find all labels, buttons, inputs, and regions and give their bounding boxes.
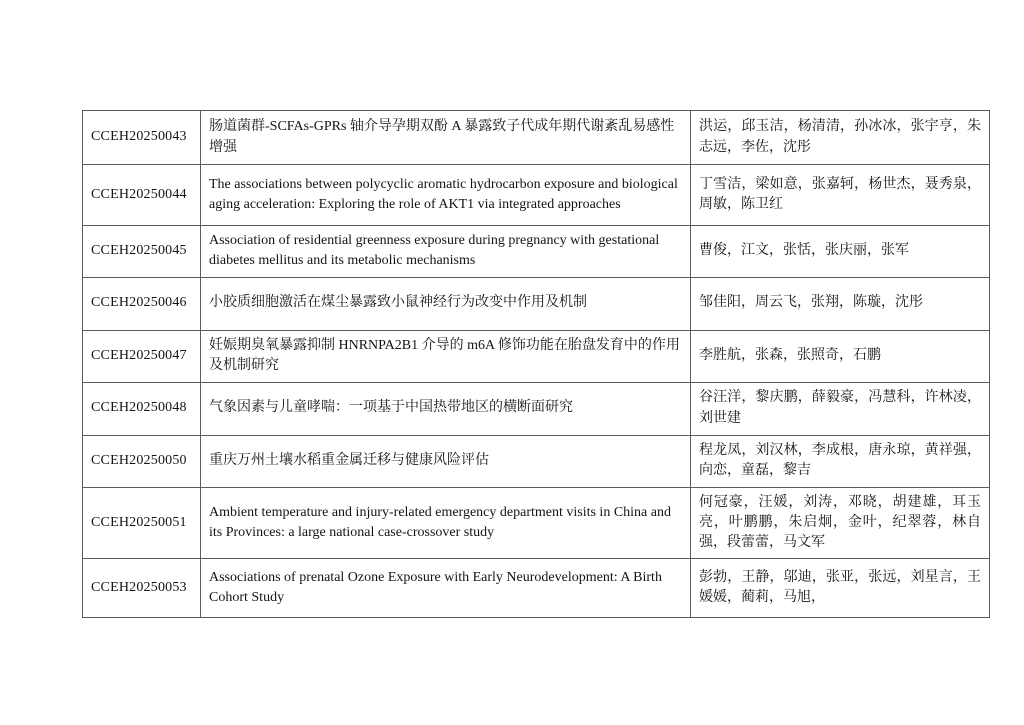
paper-title: 妊娠期臭氧暴露抑制 HNRNPA2B1 介导的 m6A 修饰功能在胎盘发育中的作用及机制研究	[201, 330, 691, 382]
paper-title: Association of residential greenness exposure during pregnancy with gestational diabetes mellitus and its metabolic mechanisms	[201, 226, 691, 278]
paper-title: The associations between polycyclic aromatic hydrocarbon exposure and biological aging acceleration: Exploring the role of AKT1 via integrated approaches	[201, 165, 691, 226]
paper-id: CCEH20250043	[83, 111, 201, 165]
paper-title: 肠道菌群-SCFAs-GPRs 轴介导孕期双酚 A 暴露致子代成年期代谢紊乱易感性增强	[201, 111, 691, 165]
paper-id: CCEH20250051	[83, 487, 201, 559]
paper-title: 小胶质细胞激活在煤尘暴露致小鼠神经行为改变中作用及机制	[201, 277, 691, 330]
table-row	[83, 382, 990, 435]
paper-authors: 邹佳阳，周云飞，张翔，陈璇，沈彤	[691, 277, 990, 330]
paper-id: CCEH20250053	[83, 559, 201, 618]
table-row	[83, 330, 990, 382]
paper-id: CCEH20250047	[83, 330, 201, 382]
paper-authors: 曹俊，江文，张恬，张庆丽，张军	[691, 226, 990, 278]
paper-id: CCEH20250045	[83, 226, 201, 278]
paper-authors: 谷汪洋，黎庆鹏，薛毅豪，冯慧科，许林凌，刘世建	[691, 382, 990, 435]
paper-title: 气象因素与儿童哮喘：一项基于中国热带地区的横断面研究	[201, 382, 691, 435]
table-row	[83, 487, 990, 559]
paper-authors: 彭勃，王静，邬迪，张亚，张远，刘星言，王媛媛，蔺莉，马旭，	[691, 559, 990, 618]
paper-authors: 程龙凤，刘汉林，李成根，唐永琼，黄祥强，向恋，童磊，黎吉	[691, 435, 990, 487]
paper-id: CCEH20250044	[83, 165, 201, 226]
paper-title: Associations of prenatal Ozone Exposure with Early Neurodevelopment: A Birth Cohort Study	[201, 559, 691, 618]
paper-id: CCEH20250046	[83, 277, 201, 330]
table-row	[83, 435, 990, 487]
paper-id: CCEH20250050	[83, 435, 201, 487]
paper-authors: 李胜航，张森，张照奇，石鹏	[691, 330, 990, 382]
table-row	[83, 111, 990, 165]
paper-title: 重庆万州土壤水稻重金属迁移与健康风险评估	[201, 435, 691, 487]
paper-title: Ambient temperature and injury-related emergency department visits in China and its Provinces: a large national case-crossover study	[201, 487, 691, 559]
table-row	[83, 277, 990, 330]
paper-id: CCEH20250048	[83, 382, 201, 435]
table-row	[83, 165, 990, 226]
paper-authors: 洪运，邱玉洁，杨清清，孙冰冰，张宇亨，朱志远，李佐，沈彤	[691, 111, 990, 165]
paper-authors: 丁雪洁，梁如意，张嘉轲，杨世杰，聂秀泉，周敏，陈卫红	[691, 165, 990, 226]
papers-table	[82, 110, 990, 618]
paper-authors: 何冠豪，汪媛，刘涛，邓晓，胡建雄，耳玉亮，叶鹏鹏，朱启炯，金叶，纪翠蓉，林自强，段蕾蕾，马文军	[691, 487, 990, 559]
table-row	[83, 559, 990, 618]
table-row	[83, 226, 990, 278]
